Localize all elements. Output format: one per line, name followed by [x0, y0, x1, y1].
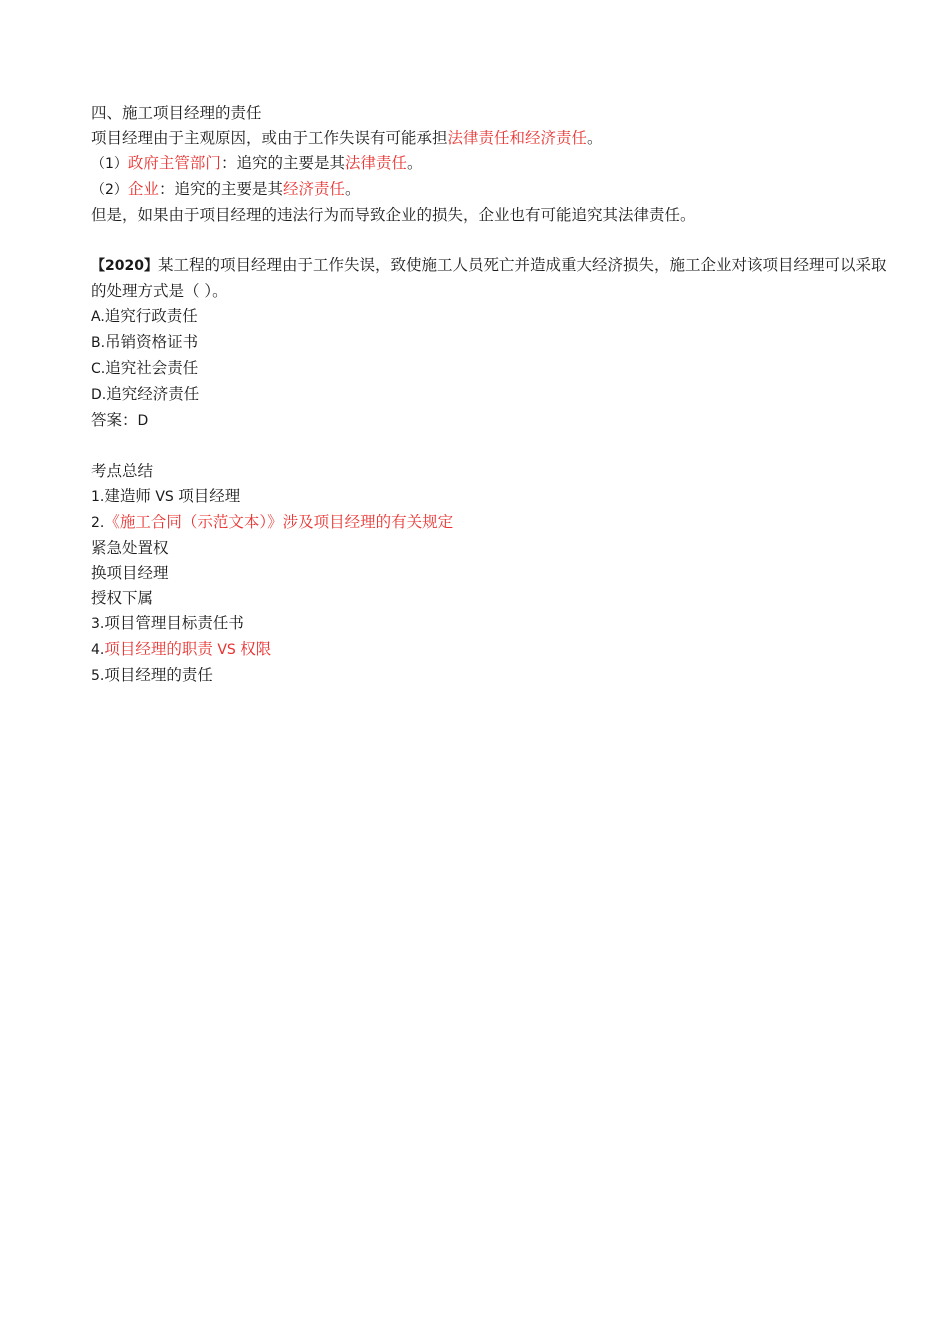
- point-number: 2.: [91, 515, 105, 531]
- option-c: [91, 356, 891, 382]
- intro-end: 。: [587, 129, 603, 147]
- responsibility-item-1: [91, 151, 891, 177]
- point-highlight: 权限: [240, 640, 272, 658]
- item-text: ：追究的主要是其: [220, 154, 345, 172]
- question-year-tag: 【2020】: [91, 258, 158, 274]
- answer-label: 答案：: [91, 411, 138, 429]
- point-number: 4.: [91, 642, 105, 658]
- point-text: 建造师: [104, 487, 151, 505]
- point-highlight: 《施工合同（示范文本）》涉及项目经理的有关规定: [104, 513, 454, 531]
- intro-text: 项目经理由于主观原因，或由于工作失误有可能承担: [91, 129, 448, 147]
- option-letter: B.: [91, 335, 106, 351]
- document-page: [91, 101, 891, 689]
- responsibility-item-2: [91, 177, 891, 203]
- intro-paragraph: [91, 126, 891, 151]
- summary-title: 考点总结: [91, 462, 154, 480]
- option-letter: C.: [91, 361, 106, 377]
- option-text: 吊销资格证书: [105, 333, 199, 351]
- point-highlight: 项目经理的职责: [104, 640, 213, 658]
- summary-subitem: 紧急处置权: [91, 539, 169, 557]
- item-subject: 企业: [127, 180, 159, 198]
- summary-subitem: 换项目经理: [91, 564, 169, 582]
- summary-point-3: [91, 611, 891, 637]
- option-text: 追究经济责任: [106, 385, 200, 403]
- option-a: [91, 304, 891, 330]
- option-text: 追究社会责任: [105, 359, 199, 377]
- item-highlight: 经济责任: [282, 180, 345, 198]
- point-vs: VS: [212, 642, 241, 658]
- question-text: 某工程的项目经理由于工作失误，致使施工人员死亡并造成重大经济损失，施工企业对该项目经理可以采取的处理方式是（ ）。: [91, 256, 887, 300]
- point-text: 项目经理: [178, 487, 241, 505]
- summary-point-4: [91, 637, 891, 663]
- summary-point-2: [91, 510, 891, 536]
- option-letter: A.: [91, 309, 105, 325]
- summary-point-1: [91, 484, 891, 510]
- intro-highlight: 法律责任和经济责任: [447, 129, 588, 147]
- item-text: ：追究的主要是其: [158, 180, 283, 198]
- spacer: [91, 434, 891, 459]
- option-b: [91, 330, 891, 356]
- point-vs: VS: [150, 489, 179, 505]
- option-letter: D.: [91, 387, 107, 403]
- item-subject: 政府主管部门: [127, 154, 221, 172]
- point-text: 项目经理的责任: [104, 666, 213, 684]
- answer: [91, 408, 891, 434]
- point-number: 5.: [91, 668, 105, 684]
- item-highlight: 法律责任: [344, 154, 407, 172]
- item-end: 。: [344, 180, 361, 198]
- point-text: 项目管理目标责任书: [104, 614, 244, 632]
- spacer: [91, 228, 891, 253]
- point-number: 3.: [91, 616, 105, 632]
- answer-value: D: [137, 413, 149, 429]
- summary-subitem: 授权下属: [91, 589, 154, 607]
- question-stem: [91, 253, 891, 304]
- item-number: （1）: [91, 156, 128, 172]
- item-number: （2）: [91, 182, 128, 198]
- option-d: [91, 382, 891, 408]
- note-paragraph: 但是，如果由于项目经理的违法行为而导致企业的损失，企业也有可能追究其法律责任。: [91, 206, 696, 224]
- option-text: 追究行政责任: [104, 307, 198, 325]
- item-end: 。: [406, 154, 423, 172]
- section-heading: 四、施工项目经理的责任: [91, 104, 262, 122]
- point-number: 1.: [91, 489, 105, 505]
- summary-point-5: [91, 663, 891, 689]
